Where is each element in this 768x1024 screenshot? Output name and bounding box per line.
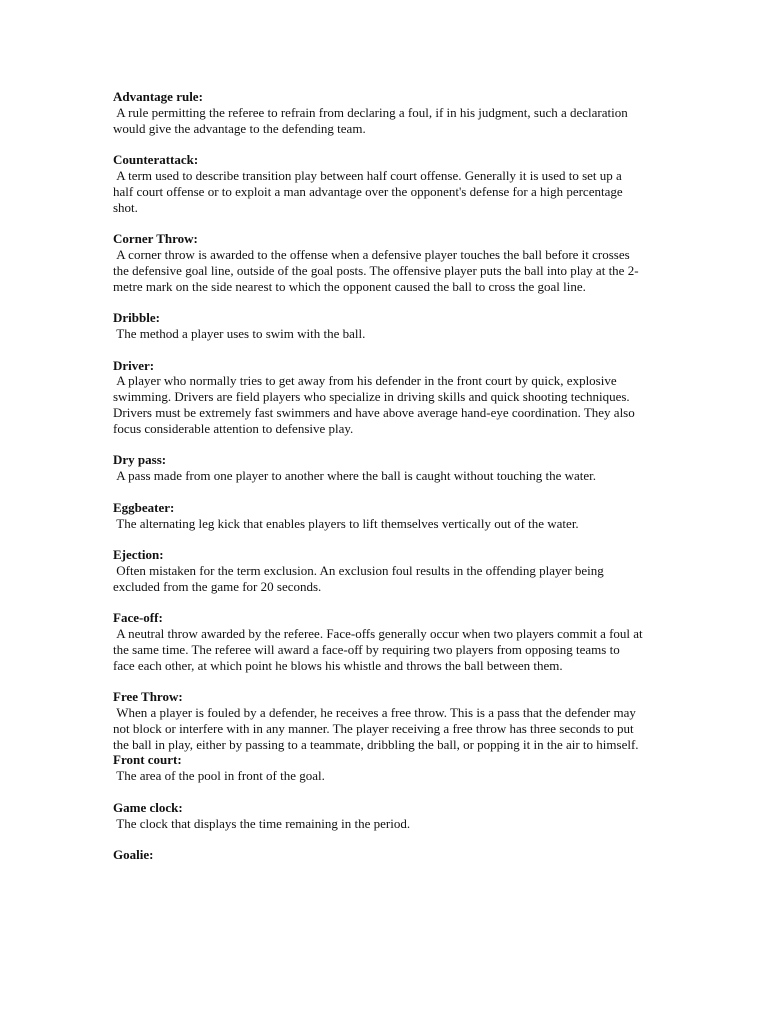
glossary-entry xyxy=(113,152,643,215)
glossary-definition: A rule permitting the referee to refrain from declaring a foul, if in his judgment, such a declaration would give the advantage to the defending team. xyxy=(113,104,628,136)
glossary-entry xyxy=(113,452,643,484)
glossary-definition: Often mistaken for the term exclusion. An exclusion foul results in the offending player being excluded from the game for 20 seconds. xyxy=(113,562,604,594)
glossary-entry xyxy=(113,89,643,136)
glossary-entry xyxy=(113,800,643,832)
glossary-definition: A pass made from one player to another where the ball is caught without touching the water. xyxy=(116,468,597,484)
glossary-entry xyxy=(113,310,643,342)
glossary-term: Eggbeater: xyxy=(113,499,175,515)
glossary-term: Face-off: xyxy=(113,610,163,626)
glossary-entry xyxy=(113,547,643,594)
glossary-term: Dry pass: xyxy=(113,452,167,468)
glossary-term: Ejection: xyxy=(113,547,164,563)
glossary-entry xyxy=(113,752,643,784)
glossary-term: Free Throw: xyxy=(113,689,183,705)
glossary-term: Corner Throw: xyxy=(113,231,198,247)
glossary-definition: A neutral throw awarded by the referee. Face-offs generally occur when two players commit a foul at the same time. The referee will award a face-off by requiring two players from opposing teams to face each other, at which point he blows his whistle and throws the ball between them. xyxy=(113,626,643,673)
glossary-definition: The method a player uses to swim with the ball. xyxy=(116,325,366,341)
glossary-definition: A player who normally tries to get away from his defender in the front court by quick, explosive swimming. Drivers are field players who specialize in driving skills and quick shooting techniques. Drivers must be extremely fast swimmers and have above average hand-eye coordination. They also focus considerable attention to defensive play. xyxy=(113,373,635,436)
glossary-entry xyxy=(113,847,643,863)
glossary-entry xyxy=(113,610,643,673)
glossary-entry xyxy=(113,689,643,752)
glossary-definition: The clock that displays the time remaining in the period. xyxy=(116,815,411,831)
glossary-definition: The area of the pool in front of the goal. xyxy=(116,768,325,784)
glossary-term: Counterattack: xyxy=(113,152,199,168)
glossary-term: Advantage rule: xyxy=(113,89,203,104)
glossary-term: Driver: xyxy=(113,357,155,373)
glossary-entry xyxy=(113,500,643,532)
glossary xyxy=(113,89,643,879)
glossary-term: Game clock: xyxy=(113,799,183,815)
glossary-term: Dribble: xyxy=(113,310,160,326)
glossary-term: Goalie: xyxy=(113,847,154,863)
glossary-entry xyxy=(113,231,643,294)
glossary-definition: A corner throw is awarded to the offense when a defensive player touches the ball before it crosses the defensive goal line, outside of the goal posts. The offensive player puts the ball into play at the 2-metre mark on the side nearest to which the opponent caused the ball to cross the goal line. xyxy=(113,246,639,294)
glossary-definition: The alternating leg kick that enables players to lift themselves vertically out of the water. xyxy=(116,515,579,531)
glossary-definition: When a player is fouled by a defender, he receives a free throw. This is a pass that the defender may not block or interfere with in any manner. The player receiving a free throw has three seconds to put the ball in play, either by passing to a teammate, dribbling the ball, or popping it in the air to himself. xyxy=(113,705,639,752)
glossary-entry xyxy=(113,358,643,437)
glossary-definition: A term used to describe transition play between half court offense. Generally it is used to set up a half court offense or to exploit a man advantage over the opponent's defense for a high percentage shot. xyxy=(113,167,623,215)
glossary-term: Front court: xyxy=(113,752,182,768)
